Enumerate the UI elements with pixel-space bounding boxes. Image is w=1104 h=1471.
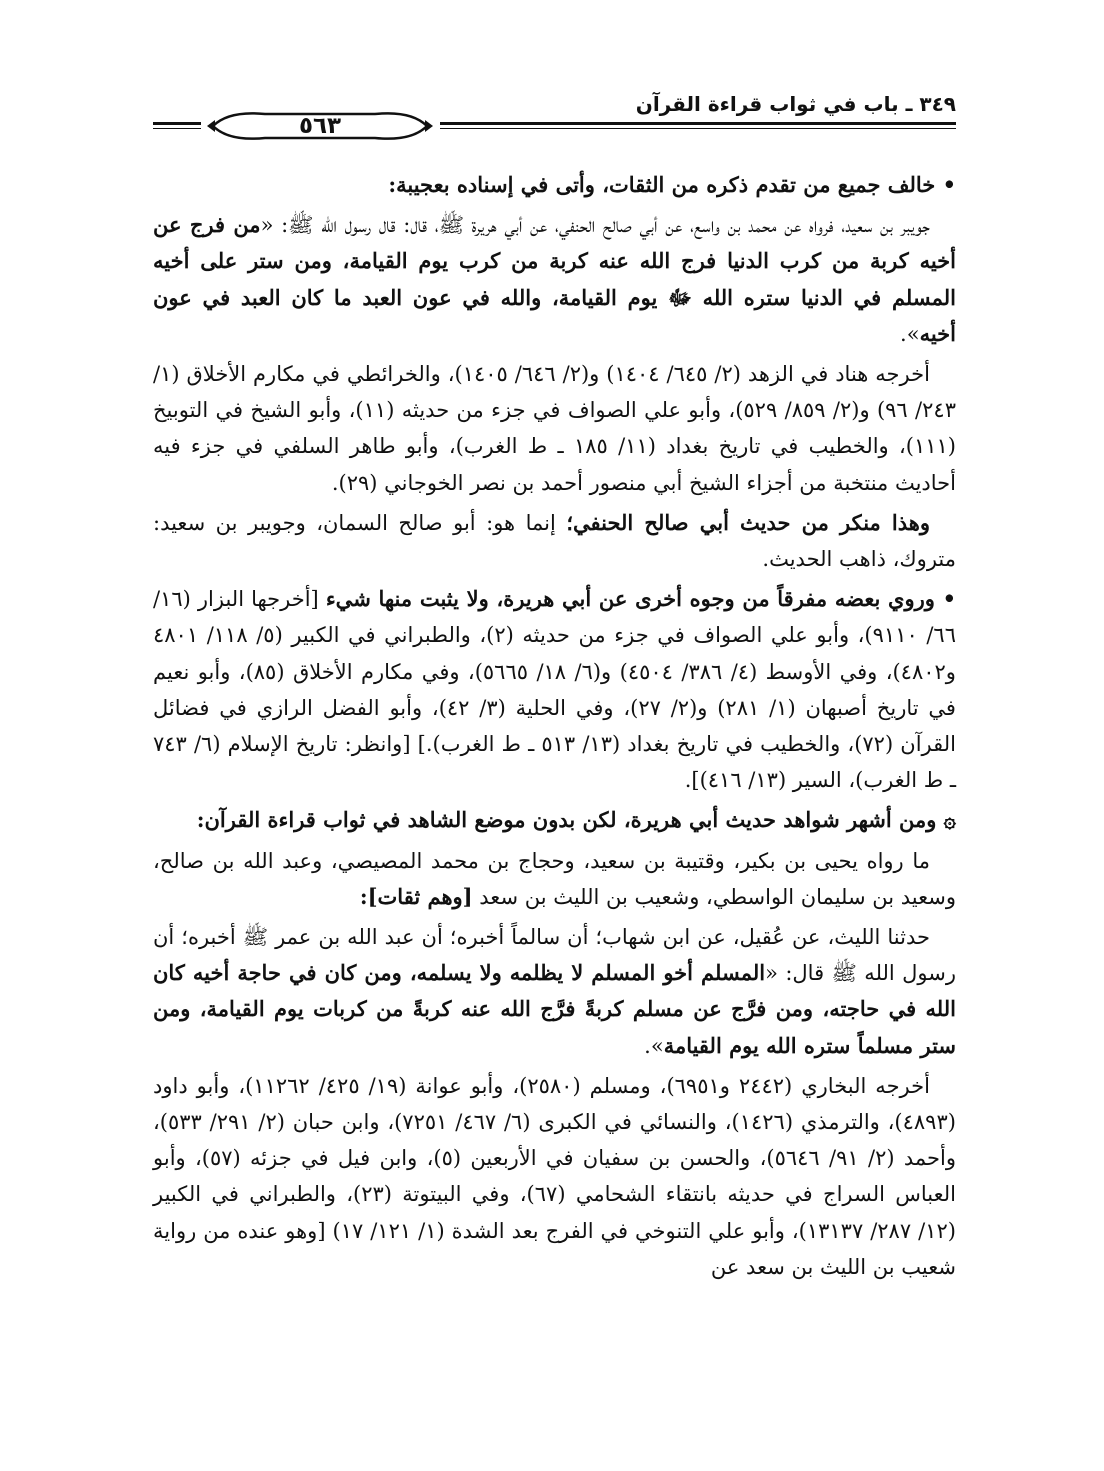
page-number-badge	[205, 106, 435, 146]
chapter-title: ٣٤٩ ـ باب في ثواب قراءة القرآن	[635, 92, 956, 116]
paragraph	[153, 1068, 956, 1285]
text-segment: إنما هو: أبو صالح السمان، وجويبر بن سعيد: متروك، ذاهب الحديث.	[153, 510, 956, 572]
text-segment: ».	[644, 1033, 664, 1058]
text-segment: حدثنا الليث، عن عُقيل، عن ابن شهاب؛ أن سالماً أخبره؛ أن عبد الله بن عمر ﷺ أخبره؛ أن رسول الله ﷺ قال: «	[153, 925, 957, 986]
bold-text-segment: المسلم أخو المسلم لا يظلمه ولا يسلمه، ومن كان في حاجة أخيه كان الله في حاجته، ومن فرَّج عن مسلم كربةً فرَّج الله عنه كربةً من كربات يوم القيامة، ومن ستر مسلماً ستره الله يوم القيامة	[153, 960, 956, 1058]
paragraph	[153, 356, 956, 501]
page-number: ٥٦٣	[298, 113, 342, 139]
paragraph	[153, 919, 956, 1064]
header-rule	[153, 128, 201, 129]
bold-text-segment: • خالف جميع من تقدم ذكره من الثقات، وأتى في إسناده بعجيبة:	[388, 172, 956, 197]
paragraph	[153, 581, 956, 798]
header-rule	[153, 122, 201, 125]
bold-text-segment: وهذا منكر من حديث أبي صالح الحنفي؛	[566, 509, 930, 535]
text-segment: ».	[900, 321, 920, 346]
paragraph	[153, 505, 956, 577]
paragraph	[153, 167, 956, 203]
text-segment: أخرجه هناد في الزهد (٢/ ٦٤٥/ ١٤٠٤) و(٢/ ٦٤٦/ ١٤٠٥)، والخرائطي في مكارم الأخلاق (١/ ٢٤٣/ ٩٦) و(٢/ ٨٥٩/ ٥٢٩)، وأبو علي الصواف في جزء من حديثه (١١)، وأبو الشيخ في التوبيخ (١١١)، والخطيب في تاريخ بغداد (١١/ ١٨٥ ـ ط الغرب)، وأبو طاهر السلفي في جزء فيه أحاديث منتخبة من أجزاء الشيخ أبي منصور أحمد بن نصر الخوجاني (٢٩).	[153, 362, 956, 495]
bold-text-segment: ۞ ومن أشهر شواهد حديث أبي هريرة، لكن بدون موضع الشاهد في ثواب قراءة القرآن:	[196, 807, 956, 833]
paragraph	[153, 843, 956, 915]
text-segment: [أخرجها البزار (١٦/ ٦٦/ ٩١١٠)، وأبو علي الصواف في جزء من حديثه (٢)، والطبراني في الكبير (٥/ ١١٨/ ٤٨٠١ و٤٨٠٢)، وفي الأوسط (٤/ ٣٨٦/ ٤٥٠٤) و(٦/ ١٨/ ٥٦٦٥)، وفي مكارم الأخلاق (٨٥)، وأبو نعيم في تاريخ أصبهان (١/ ٢٨١) و(٢/ ٢٧)، وفي الحلية (٣/ ٤٢)، وأبو الفضل الرازي في فضائل القرآن (٧٢)، والخطيب في تاريخ بغداد (١٣/ ٥١٣ ـ ط الغرب).] [وانظر: تاريخ الإسلام (٦/ ٧٤٣ ـ ط الغرب)، السير (١٣/ ٤١٦)].	[153, 587, 956, 793]
page-header	[153, 92, 956, 150]
bold-text-segment: [وهم ثقات]:	[359, 883, 473, 909]
text-segment: ما رواه يحيى بن بكير، وقتيبة بن سعيد، وحجاج بن محمد المصيصي، وعبد الله بن صالح، وسعيد بن سليمان الواسطي، وشعيب بن الليث بن سعد	[153, 848, 956, 909]
text-segment: أخرجه البخاري (٢٤٤٢ و٦٩٥١)، ومسلم (٢٥٨٠)، وأبو عوانة (١٩/ ٤٢٥/ ١١٢٦٢)، وأبو داود (٤٨٩٣)، والترمذي (١٤٢٦)، والنسائي في الكبرى (٦/ ٤٦٧/ ٧٢٥١)، وابن حبان (٢/ ٢٩١/ ٥٣٣)، وأحمد (٢/ ٩١/ ٥٦٤٦)، والحسن بن سفيان في الأربعين (٥)، وابن فيل في جزئه (٥٧)، وأبو العباس السراج في حديثه بانتقاء الشحامي (٦٧)، وفي البيتوتة (٢٣)، والطبراني في الكبير (١٢/ ٢٨٧/ ١٣١٣٧)، وأبو علي التنوخي في الفرج بعد الشدة (١/ ١٢١/ ١٧) [وهو عنده من رواية شعيب بن الليث بن سعد عن	[153, 1073, 957, 1279]
header-rule	[440, 122, 956, 125]
paragraph	[153, 802, 956, 838]
page-body	[153, 167, 956, 1285]
paragraph	[153, 207, 956, 352]
text-segment: جويبر بن سعيد، فرواه عن محمد بن واسع، عن أبي صالح الحنفي، عن أبي هريرة ﷺ، قال: قال رسول الله ﷺ: «	[260, 213, 930, 238]
header-rule	[440, 128, 956, 129]
bold-text-segment: من فرج عن أخيه كربة من كرب الدنيا فرج الله عنه كربة من كرب يوم القيامة، ومن ستر على أخيه المسلم في الدنيا ستره الله ﷻ يوم القيامة، والله في عون العبد ما كان العبد في عون أخيه	[153, 212, 956, 346]
bold-text-segment: • وروي بعضه مفرقاً من وجوه أخرى عن أبي هريرة، ولا يثبت منها شيء	[325, 586, 956, 612]
